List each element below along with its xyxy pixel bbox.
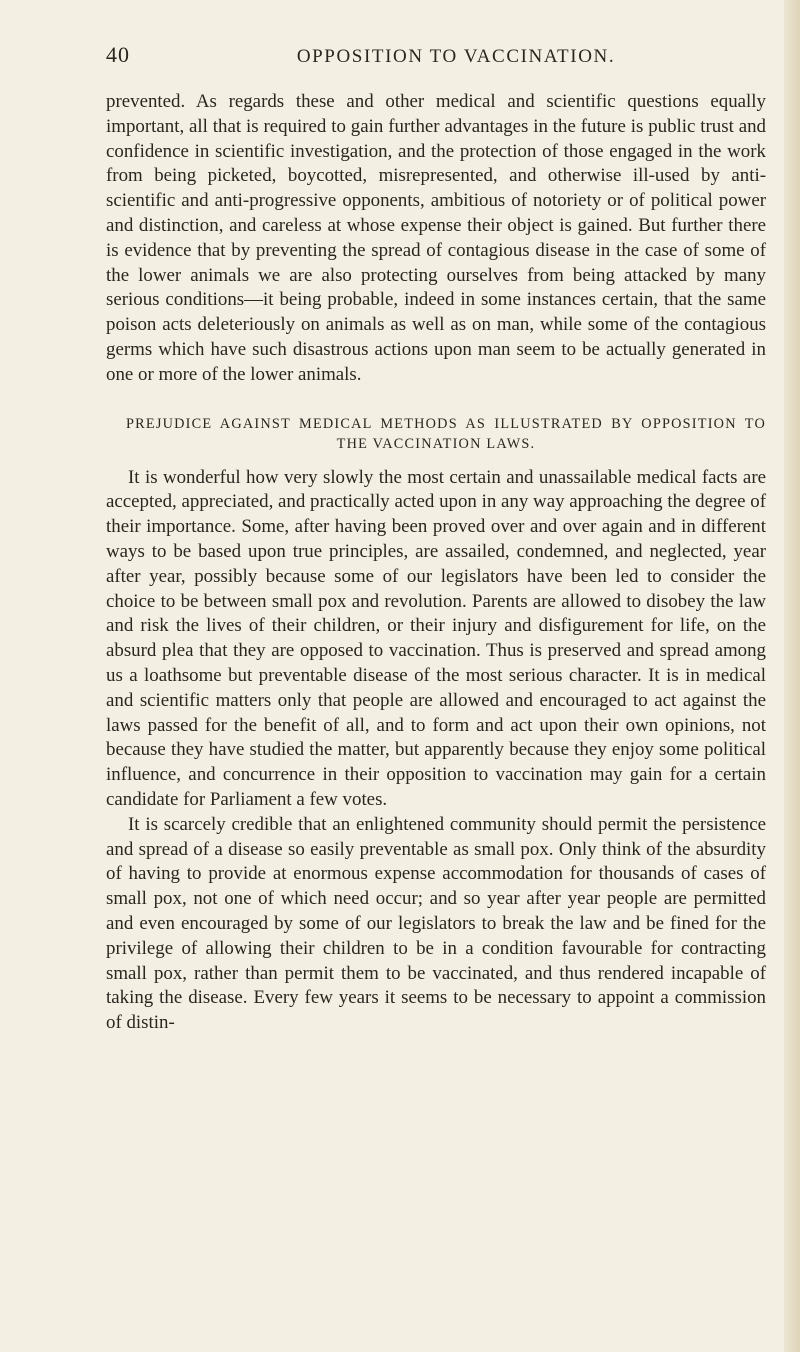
page-header <box>106 40 766 74</box>
running-title: OPPOSITION TO VACCINATION. <box>296 46 616 67</box>
paragraph: It is wonderful how very slowly the most certain and unassailable medical facts are accepted, appreciated, and practically acted upon in any way approaching the degree of their importance. Some, after having been proved over and over again and in different ways to be based upon true principles, are assailed, condemned, and neglected, year after year, possibly because some of our legislators have been led to consider the choice to be between small pox and revolution. Parents are allowed to disobey the law and risk the lives of their children, or their injury and disfigurement for life, on the absurd plea that they are opposed to vaccination. Thus is preserved and spread among us a loathsome but preventable disease of the most serious character. It is in medical and scientific matters only that people are allowed and encouraged to act against the laws passed for the benefit of all, and to form and act upon their own opinions, not because they have studied the matter, but apparently because they enjoy some political influence, and concurrence in their opposition to vaccination may gain for a certain candidate for Parliament a few votes. <box>106 466 766 810</box>
section-heading: PREJUDICE AGAINST MEDICAL METHODS AS ILLUSTRATED BY OPPOSITION TO THE VACCINATION LAWS. <box>126 415 766 452</box>
book-page <box>106 40 766 1036</box>
page-number: 40 <box>106 42 130 67</box>
paragraph-continued: prevented. As regards these and other medical and scientific questions equally important, all that is required to gain further advantages in the future is public trust and confidence in scientific investigation, and the protection of those engaged in the work from being picketed, boycotted, misrepresented, and otherwise ill-used by anti-scientific and anti-progressive opponents, ambitious of notoriety or of political power and distinction, and careless at whose expense their object is gained. But further there is evidence that by preventing the spread of contagious disease in the case of some of the lower animals we are also protecting ourselves from being attacked by many serious conditions—it being probable, indeed in some instances certain, that the same poison acts deleteriously on animals as well as on man, while some of the contagious germs which have such disastrous actions upon man seem to be actually generated in one or more of the lower animals. <box>106 91 766 385</box>
page-edge <box>784 0 800 1352</box>
paragraph: It is scarcely credible that an enlightened community should permit the persistence and spread of a disease so easily preventable as small pox. Only think of the absurdity of having to provide at enormous expense accommodation for thousands of cases of small pox, not one of which need occur; and so year after year people are permitted and even encouraged by some of our legislators to break the law and be fined for the privilege of allowing their children to be in a condition favourable for contracting small pox, rather than permit them to be vaccinated, and thus rendered incapable of taking the disease. Every few years it seems to be necessary to appoint a commission of distin- <box>106 813 766 1034</box>
page-body <box>106 90 766 1036</box>
